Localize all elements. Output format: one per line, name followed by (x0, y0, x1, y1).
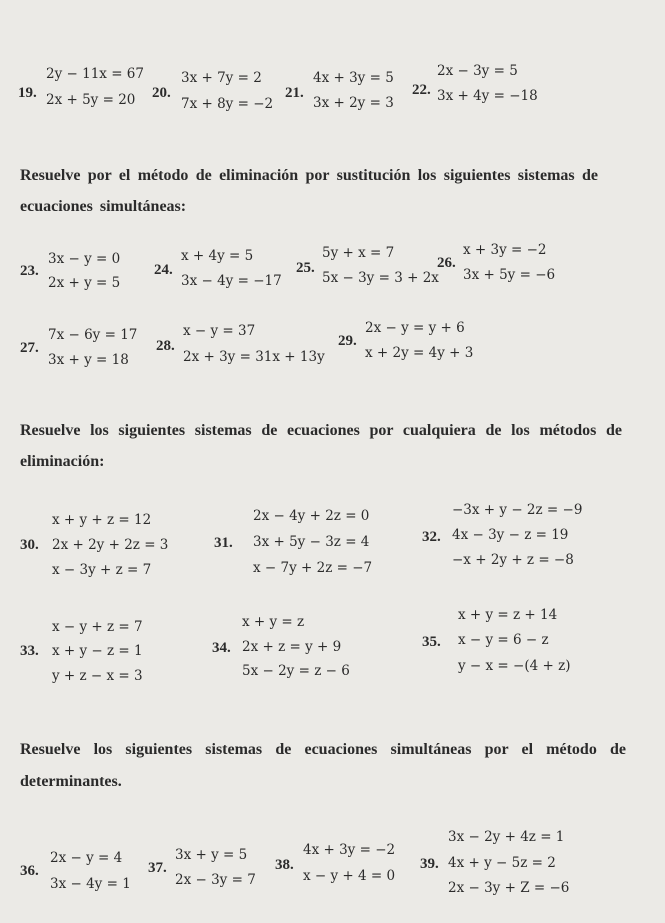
equation: 3x − 2y + 4z = 1 (448, 829, 565, 845)
exercise-number: 20. (152, 85, 171, 101)
equation: 3x − y = 0 (48, 251, 121, 267)
equation: 2x + z = y + 9 (242, 639, 342, 655)
equation: 3x + y = 5 (175, 847, 248, 863)
exercise-number: 23. (20, 263, 39, 279)
exercise-number: 31. (214, 535, 233, 551)
equation: 4x + 3y = −2 (303, 842, 396, 858)
equation: 2x − y = 4 (50, 850, 123, 866)
exercise-number: 39. (420, 856, 439, 872)
section-heading-elimination-cont: eliminación: (20, 453, 105, 470)
exercise-number: 19. (18, 85, 37, 101)
exercise-number: 26. (437, 255, 456, 271)
equation: 3x + 5y − 3z = 4 (253, 534, 370, 550)
equation: −x + 2y + z = −8 (452, 552, 574, 568)
equation: 3x + 2y = 3 (313, 95, 394, 111)
equation: 5x − 3y = 3 + 2x (322, 270, 439, 286)
section-heading-elimination: Resuelve los siguientes sistemas de ecuaciones por cualquiera de los métodos de (20, 422, 622, 439)
equation: x + y + z = 12 (52, 512, 152, 528)
equation: 2x − 3y = 7 (175, 872, 256, 888)
exercise-number: 34. (212, 640, 231, 656)
equation: 5x − 2y = z − 6 (242, 663, 350, 679)
equation: x + y − z = 1 (52, 643, 143, 659)
exercise-number: 29. (338, 333, 357, 349)
exercise-number: 25. (296, 260, 315, 276)
equation: 3x + 4y = −18 (437, 88, 538, 104)
equation: 3x − 4y = 1 (50, 876, 131, 892)
equation: 2x + y = 5 (48, 275, 121, 291)
equation: y + z − x = 3 (52, 668, 143, 684)
equation: y − x = −(4 + z) (458, 658, 571, 674)
equation: 3x + y = 18 (48, 352, 129, 368)
equation: x − y + z = 7 (52, 619, 143, 635)
equation: 3x + 7y = 2 (181, 70, 262, 86)
exercise-number: 22. (412, 82, 431, 98)
equation: 2x − 3y + Z = −6 (448, 880, 570, 896)
equation: 4x + y − 5z = 2 (448, 855, 556, 871)
equation: x − y = 6 − z (458, 632, 549, 648)
exercise-number: 27. (20, 340, 39, 356)
exercise-number: 30. (20, 537, 39, 553)
section-heading-determinants-cont: determinantes. (20, 773, 122, 790)
equation: 2x + 2y + 2z = 3 (52, 537, 169, 553)
exercise-number: 37. (148, 860, 167, 876)
equation: 2x − 4y + 2z = 0 (253, 508, 370, 524)
section-heading-substitution: Resuelve por el método de eliminación por sustitución los siguientes sistemas de (20, 167, 598, 184)
section-heading-substitution-cont: ecuaciones simultáneas: (20, 198, 187, 215)
equation: 2x − 3y = 5 (437, 63, 518, 79)
equation: 3x + 5y = −6 (463, 267, 556, 283)
exercise-number: 28. (156, 338, 175, 354)
exercise-number: 21. (285, 85, 304, 101)
exercise-number: 35. (422, 634, 441, 650)
equation: −3x + y − 2z = −9 (452, 502, 583, 518)
equation: 2x + 3y = 31x + 13y (183, 349, 325, 365)
equation: x + 4y = 5 (181, 248, 254, 264)
equation: x − 3y + z = 7 (52, 562, 152, 578)
equation: x + 2y = 4y + 3 (365, 345, 474, 361)
equation: x − y + 4 = 0 (303, 868, 396, 884)
equation: 4x − 3y − z = 19 (452, 527, 569, 543)
equation: 7x − 6y = 17 (48, 327, 138, 343)
equation: x − y = 37 (183, 323, 256, 339)
equation: x + 3y = −2 (463, 242, 547, 258)
equation: 7x + 8y = −2 (181, 96, 274, 112)
equation: 3x − 4y = −17 (181, 273, 282, 289)
equation: 4x + 3y = 5 (313, 70, 394, 86)
exercise-number: 24. (154, 262, 173, 278)
equation: x + y = z (242, 614, 305, 630)
exercise-number: 32. (422, 529, 441, 545)
equation: x − 7y + 2z = −7 (253, 560, 373, 576)
exercise-number: 36. (20, 863, 39, 879)
section-heading-determinants: Resuelve los siguientes sistemas de ecuaciones simultáneas por el método de (20, 741, 626, 758)
equation: 2x + 5y = 20 (46, 92, 136, 108)
equation: 2y − 11x = 67 (46, 66, 144, 82)
exercise-number: 38. (275, 857, 294, 873)
exercise-number: 33. (20, 643, 39, 659)
equation: x + y = z + 14 (458, 607, 558, 623)
equation: 2x − y = y + 6 (365, 320, 465, 336)
equation: 5y + x = 7 (322, 245, 395, 261)
